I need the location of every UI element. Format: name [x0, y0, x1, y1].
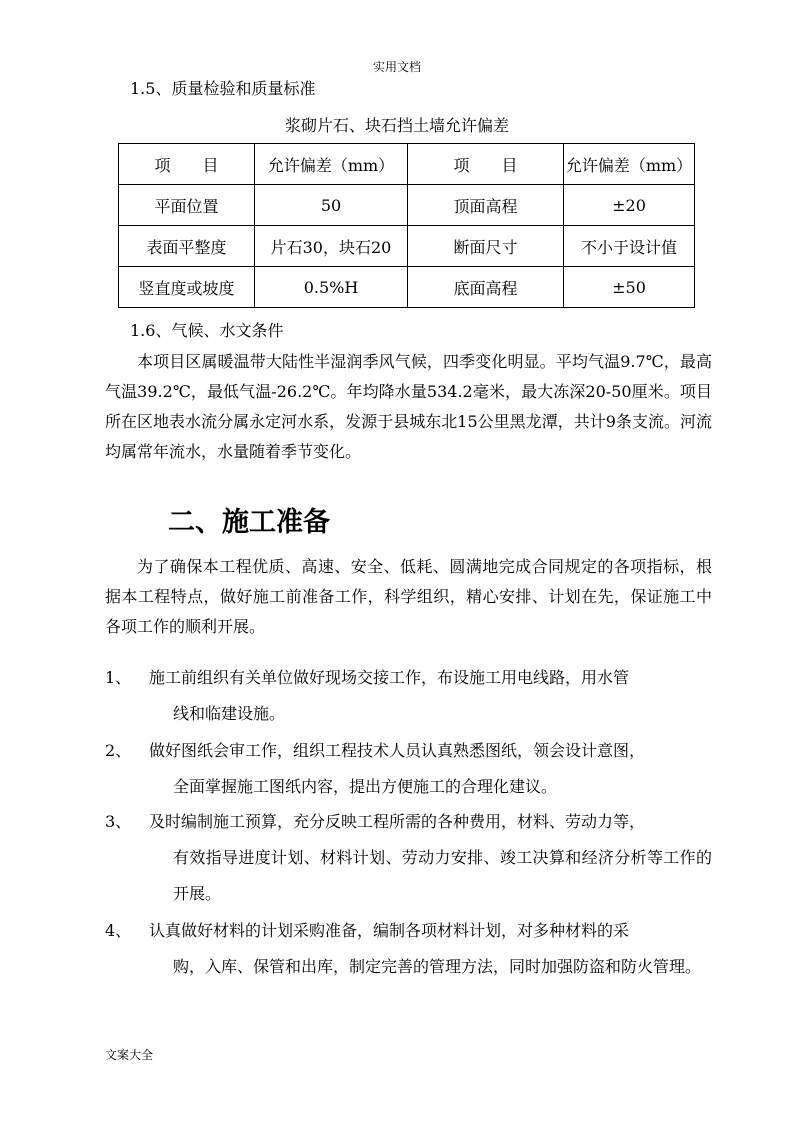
- page-header: 实用文档: [372, 60, 421, 74]
- list-item-continuation: 购，入库、保管和出库，制定完善的管理方法，同时加强防盗和防火管理。: [173, 957, 702, 976]
- table-cell: 断面尺寸: [408, 226, 564, 267]
- list-item-number: 2、: [105, 741, 132, 760]
- list-item-number: 4、: [105, 921, 132, 940]
- list-item-number: 3、: [105, 812, 132, 831]
- section-heading-1-5: 1.5、质量检验和质量标准: [130, 79, 316, 98]
- table-row: [119, 185, 695, 226]
- table-cell: 0.5%H: [255, 267, 408, 308]
- table-cell: 表面平整度: [119, 226, 255, 267]
- list-item-text: 认真做好材料的计划采购准备，编制各项材料计划，对多种材料的采: [149, 921, 630, 940]
- list-item-text: 施工前组织有关单位做好现场交接工作，布设施工用电线路，用水管: [149, 668, 630, 687]
- list-item-continuation: 有效指导进度计划、材料计划、劳动力安排、竣工决算和经济分析等工作的开展。: [173, 848, 712, 903]
- header-cell: 项 目: [119, 144, 255, 185]
- section-heading-1-6: 1.6、气候、水文条件: [130, 321, 284, 340]
- climate-paragraph: 本项目区属暖温带大陆性半湿润季风气候，四季变化明显。平均气温9.7℃，最高气温39.2℃，最低气温-26.2℃。年均降水量534.2毫米，最大冻深20-50厘米。项目所在区地表水流分属永定河水系，发源于县城东北15公里黑龙潭，共计9条支流。河流均属常年流水，水量随着季节变化。: [105, 352, 712, 461]
- list-item-continuation: 全面掌握施工图纸内容，提出方便施工的合理化建议。: [173, 777, 558, 796]
- page-footer: 文案大全: [105, 1048, 154, 1062]
- table-cell: ±20: [564, 185, 695, 226]
- table-caption: 浆砌片石、块石挡土墙允许偏差: [284, 116, 509, 135]
- table-row: [119, 226, 695, 267]
- table-cell: 不小于设计值: [564, 226, 695, 267]
- table-header-row: [119, 144, 695, 185]
- table-row: [119, 267, 695, 308]
- intro-paragraph: 为了确保本工程优质、高速、安全、低耗、圆满地完成合同规定的各项指标，根据本工程特点，做好施工前准备工作，科学组织，精心安排、计划在先，保证施工中各项工作的顺利开展。: [105, 557, 712, 636]
- table-cell: 平面位置: [119, 185, 255, 226]
- header-cell: 项 目: [408, 144, 564, 185]
- tolerance-table: [118, 143, 695, 308]
- header-cell: 允许偏差（mm）: [255, 144, 408, 185]
- list-item: [105, 804, 712, 912]
- header-cell: 允许偏差（mm）: [564, 144, 695, 185]
- chapter-heading: 二、施工准备: [168, 507, 330, 538]
- list-item: [105, 733, 712, 805]
- table-cell: ±50: [564, 267, 695, 308]
- table-cell: 竖直度或坡度: [119, 267, 255, 308]
- list-item-text: 及时编制施工预算，充分反映工程所需的各种费用，材料、劳动力等，: [149, 812, 646, 831]
- list-item: [105, 660, 712, 732]
- table-cell: 顶面高程: [408, 185, 564, 226]
- table-cell: 底面高程: [408, 267, 564, 308]
- list-item: [105, 913, 712, 985]
- list-item-text: 做好图纸会审工作，组织工程技术人员认真熟悉图纸，领会设计意图，: [149, 741, 646, 760]
- table-cell: 50: [255, 185, 408, 226]
- list-item-number: 1、: [105, 668, 132, 687]
- list-item-continuation: 线和临建设施。: [173, 704, 286, 723]
- table-cell: 片石30，块石20: [255, 226, 408, 267]
